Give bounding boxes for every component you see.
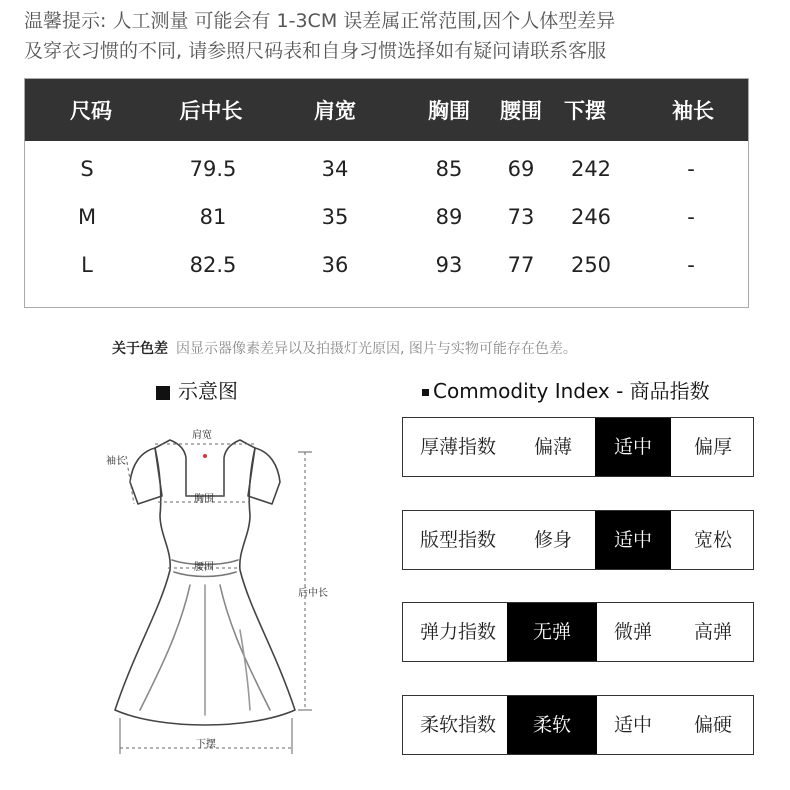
index-option: 适中 [613, 714, 652, 736]
cell-back-length: 82.5 [189, 253, 237, 277]
sleeve-measure-line [126, 456, 134, 504]
square-bullet-icon [156, 386, 170, 400]
label-length: 后中长 [298, 588, 328, 599]
index-option: 微弹 [613, 621, 652, 643]
index-option: 偏厚 [693, 436, 732, 458]
cell-size: L [81, 253, 93, 277]
index-label: 弹力指数 [419, 621, 496, 643]
label-chest: 胸围 [194, 494, 214, 505]
cell-size: M [77, 205, 97, 229]
header-sleeve: 袖长 [672, 99, 714, 123]
label-shoulder: 肩宽 [192, 430, 212, 441]
cell-chest: 89 [435, 205, 463, 229]
header-size: 尺码 [70, 99, 112, 123]
label-hem: 下摆 [196, 739, 216, 750]
dress-diagram [100, 410, 350, 760]
cell-waist: 73 [507, 205, 535, 229]
thickness-index [402, 417, 754, 477]
color-difference-note [112, 338, 577, 358]
commodity-index-title: Commodity Index - 商品指数 [422, 375, 710, 404]
cell-sleeve: - [687, 205, 695, 229]
index-label: 柔软指数 [419, 714, 496, 736]
size-table-header [25, 79, 748, 141]
elasticity-index [402, 602, 754, 662]
index-option: 偏薄 [533, 436, 572, 458]
size-table [24, 78, 749, 308]
header-chest: 胸围 [428, 99, 470, 123]
notice-line-1: 温馨提示: 人工测量 可能会有 1-3CM 误差属正常范围,因个人体型差异 [24, 10, 616, 32]
cell-shoulder: 34 [321, 157, 349, 181]
fit-index [402, 510, 754, 570]
measurement-notice [24, 6, 774, 66]
cell-waist: 69 [507, 157, 535, 181]
cell-hem: 242 [570, 157, 612, 181]
cell-back-length: 81 [199, 205, 227, 229]
index-option-selected: 柔软 [507, 696, 597, 754]
cell-hem: 246 [570, 205, 612, 229]
index-option: 宽松 [693, 529, 732, 551]
index-label: 版型指数 [419, 529, 496, 551]
cell-chest: 85 [435, 157, 463, 181]
index-option: 高弹 [693, 621, 732, 643]
cell-back-length: 79.5 [189, 157, 237, 181]
cell-chest: 93 [435, 253, 463, 277]
label-waist: 腰围 [194, 562, 214, 573]
cell-waist: 77 [507, 253, 535, 277]
softness-index [402, 695, 754, 755]
color-note-text: 因显示器像素差异以及拍摄灯光原因, 图片与实物可能存在色差。 [176, 341, 577, 357]
cell-size: S [80, 157, 94, 181]
cell-hem: 250 [570, 253, 612, 277]
index-option-selected: 适中 [595, 418, 671, 476]
cell-shoulder: 36 [321, 253, 349, 277]
index-option-selected: 无弹 [507, 603, 597, 661]
notice-line-2: 及穿衣习惯的不同, 请参照尺码表和自身习惯选择如有疑问请联系客服 [24, 40, 607, 62]
center-back-point [203, 454, 207, 458]
index-label: 厚薄指数 [419, 436, 496, 458]
label-sleeve: 袖长 [106, 456, 126, 467]
header-shoulder: 肩宽 [314, 99, 356, 123]
cell-sleeve: - [687, 157, 695, 181]
square-bullet-icon [422, 389, 429, 396]
index-option: 偏硬 [693, 714, 732, 736]
diagram-title: 示意图 [156, 375, 238, 404]
header-hem: 下摆 [564, 99, 606, 123]
cell-sleeve: - [687, 253, 695, 277]
index-option: 修身 [533, 529, 572, 551]
color-note-label: 关于色差 [112, 341, 168, 357]
dress-sketch [100, 410, 350, 760]
header-waist: 腰围 [500, 99, 542, 123]
header-back-length: 后中长 [179, 99, 243, 123]
index-option-selected: 适中 [595, 511, 671, 569]
cell-shoulder: 35 [321, 205, 349, 229]
